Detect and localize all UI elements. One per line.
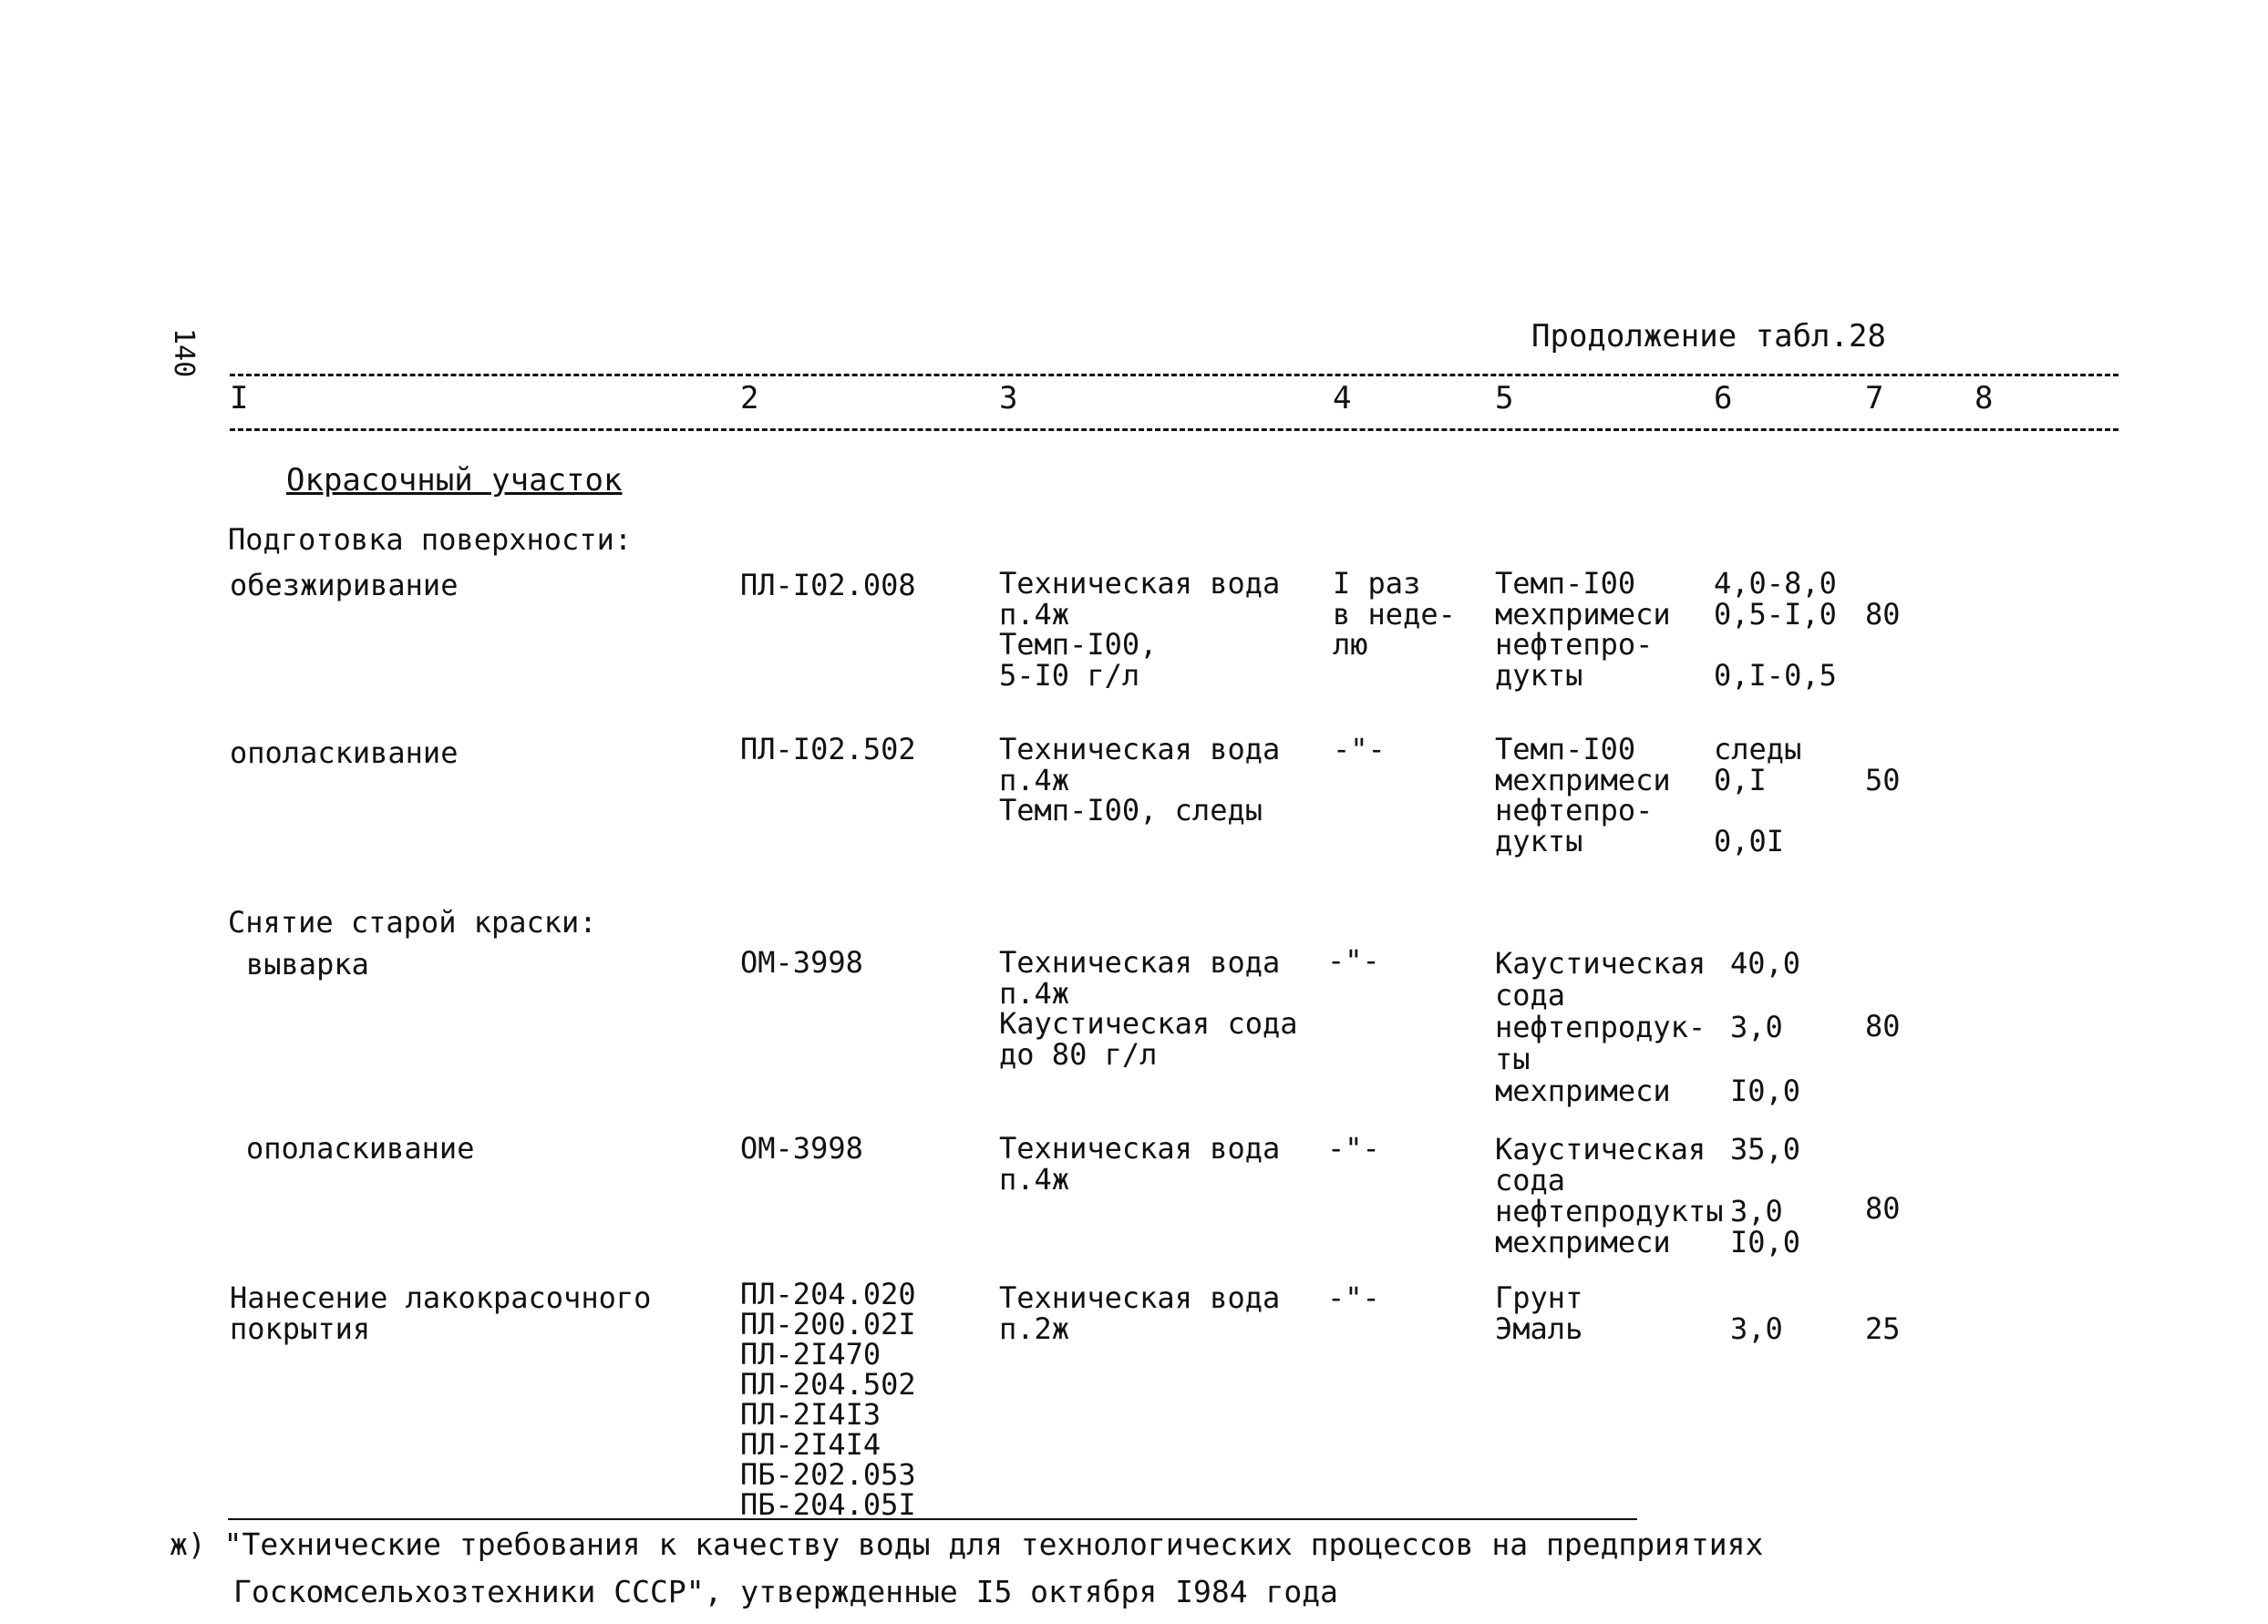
page-number: 140 — [168, 328, 200, 378]
table-header-bottom-rule — [230, 428, 2119, 431]
concentrations: 4,0-8,0 0,5-I,0 0,I-0,5 — [1714, 566, 1837, 693]
water-spec: Техническая вода п.4ж Темп-I00, 5-I0 г/л — [999, 566, 1281, 693]
contaminants-list: Темп-I00 мехпримеси нефтепро- дукты — [1495, 566, 1671, 693]
contaminants-list: Каустическая сода нефтепродук- ты мехпримеси — [1495, 946, 1706, 1108]
footnote-line-1 — [170, 1526, 1764, 1562]
equipment-code: ОМ-3998 — [740, 1131, 863, 1166]
water-spec: Техническая вода п.4ж — [999, 1131, 1281, 1197]
concentrations: 40,0 3,0 I0,0 — [1730, 946, 1801, 1108]
column-7-value: 80 — [1865, 1191, 1901, 1226]
contaminants-list: Каустическая сода нефтепродукты мехпримеси — [1495, 1132, 1724, 1259]
column-number-8: 8 — [1974, 380, 1994, 416]
concentrations: 35,0 3,0 I0,0 — [1730, 1132, 1801, 1259]
frequency: -"- — [1333, 732, 1386, 766]
column-number-5: 5 — [1495, 380, 1514, 416]
contaminants-list: Темп-I00 мехпримеси нефтепро- дукты — [1495, 732, 1671, 858]
frequency: -"- — [1327, 943, 1380, 978]
column-number-6: 6 — [1714, 380, 1733, 416]
operation-name: ополаскивание — [230, 735, 459, 770]
water-spec: Техническая вода п.2ж — [999, 1280, 1281, 1346]
equipment-code: ПЛ-I02.502 — [740, 732, 916, 766]
section-title: Окрасочный участок — [286, 462, 623, 499]
table-header-top-rule — [230, 374, 2119, 376]
footnote-text-1: "Технические требования к качеству воды для технологических процессов на предприятиях — [223, 1526, 1764, 1562]
operation-name: выварка — [246, 947, 369, 982]
group-heading-paint-removal: Снятие старой краски: — [228, 905, 597, 940]
footnote-mark: ж) — [170, 1526, 206, 1562]
column-number-2: 2 — [740, 380, 759, 416]
column-7-value: 80 — [1865, 1009, 1901, 1043]
contaminants-list: Грунт Эмаль — [1495, 1280, 1583, 1346]
footnote-line-2: Госкомсельхозтехники СССР", утвержденные I5 октября I984 года — [233, 1574, 1338, 1609]
column-7-value: 50 — [1865, 763, 1901, 797]
frequency: I раз в неде- лю — [1333, 566, 1456, 663]
water-spec: Техническая вода п.4ж Каустическая сода до 80 г/л — [999, 945, 1298, 1072]
equipment-code-list: ПЛ-204.020 ПЛ-200.02I ПЛ-2I470 ПЛ-204.502 ПЛ-2I4I3 ПЛ-2I4I4 ПБ-202.053 ПБ-204.05I — [740, 1277, 916, 1522]
column-number-7: 7 — [1865, 380, 1884, 416]
frequency: -"- — [1327, 1131, 1380, 1166]
column-number-1: I — [230, 380, 249, 416]
column-7-value: 80 — [1865, 597, 1901, 632]
footnote-rule — [228, 1518, 1637, 1520]
operation-name: Нанесение лакокрасочного покрытия — [230, 1280, 652, 1346]
operation-name: ополаскивание — [246, 1131, 475, 1166]
column-number-4: 4 — [1333, 380, 1352, 416]
equipment-code: ОМ-3998 — [740, 945, 863, 980]
frequency: -"- — [1327, 1280, 1380, 1315]
table-continuation-label: Продолжение табл.28 — [1531, 318, 1886, 355]
group-heading-surface-prep: Подготовка поверхности: — [228, 522, 633, 557]
equipment-code: ПЛ-I02.008 — [740, 568, 916, 602]
column-number-3: 3 — [999, 380, 1018, 416]
column-7-value: 25 — [1865, 1311, 1901, 1346]
concentrations: следы 0,I 0,0I — [1714, 732, 1802, 858]
operation-name: обезжиривание — [230, 568, 459, 602]
water-spec: Техническая вода п.4ж Темп-I00, следы — [999, 732, 1281, 828]
concentrations: 3,0 — [1730, 1311, 1783, 1346]
